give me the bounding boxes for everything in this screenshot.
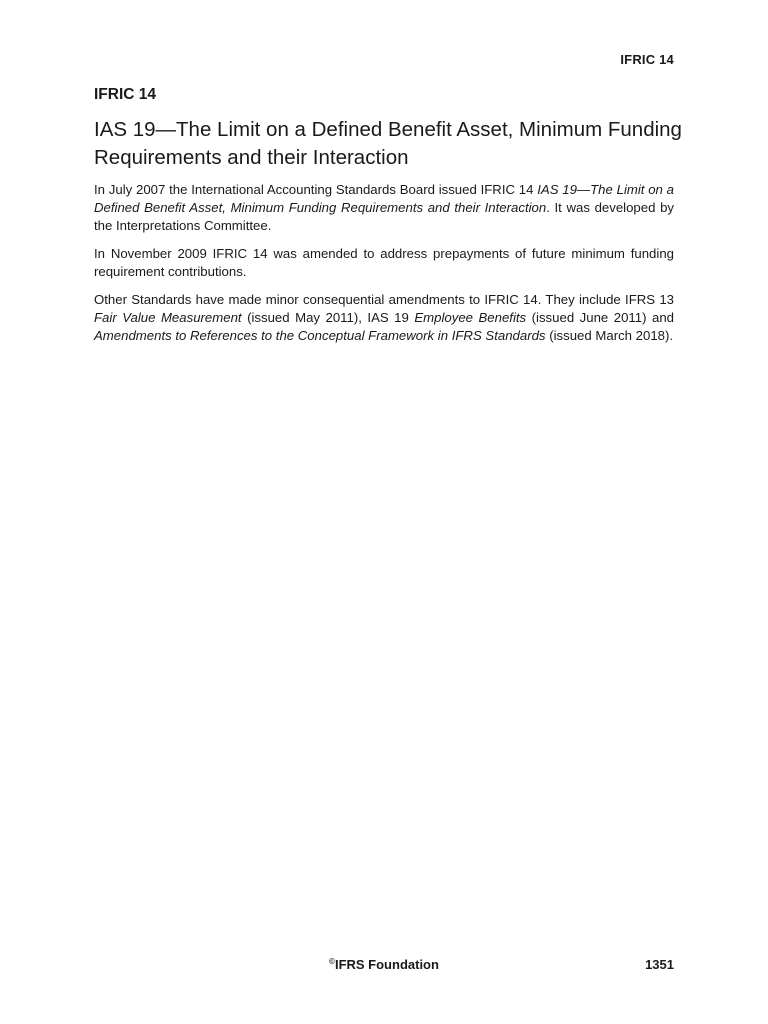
- italic-standard-reference: Amendments to References to the Conceptual Framework in IFRS Standards: [94, 328, 546, 343]
- paragraph-text: Other Standards have made minor consequential amendments to IFRIC 14. They include IFRS 13: [94, 292, 674, 307]
- italic-standard-reference: Employee Benefits: [414, 310, 527, 325]
- paragraph-text: In November 2009 IFRIC 14 was amended to address prepayments of future minimum funding requirement contributions.: [94, 246, 674, 279]
- italic-title-reference: IAS 19—The Limit on a Defined Benefit Asset, Minimum Funding Requirements and their Interaction: [94, 182, 674, 215]
- running-header: IFRIC 14: [620, 52, 674, 67]
- section-label: IFRIC 14: [94, 86, 157, 103]
- amendment-paragraph: [94, 245, 674, 281]
- italic-standard-reference: Fair Value Measurement: [94, 310, 242, 325]
- paragraph-text: (issued June 2011) and: [526, 310, 674, 325]
- document-title: IAS 19—The Limit on a Defined Benefit Asset, Minimum Funding Requirements and their Interaction: [94, 118, 682, 169]
- consequential-amendments-paragraph: [94, 291, 674, 345]
- intro-paragraph: [94, 181, 674, 235]
- paragraph-text: . It was developed by the Interpretations Committee.: [94, 200, 674, 233]
- paragraph-text: In July 2007 the International Accounting Standards Board issued IFRIC 14: [94, 182, 538, 197]
- page-number: 1351: [645, 957, 674, 972]
- paragraph-text: (issued May 2011), IAS 19: [241, 310, 415, 325]
- copyright-text: IFRS Foundation: [334, 957, 439, 972]
- copyright-symbol: ©: [329, 957, 335, 966]
- paragraph-text: (issued March 2018).: [545, 328, 674, 343]
